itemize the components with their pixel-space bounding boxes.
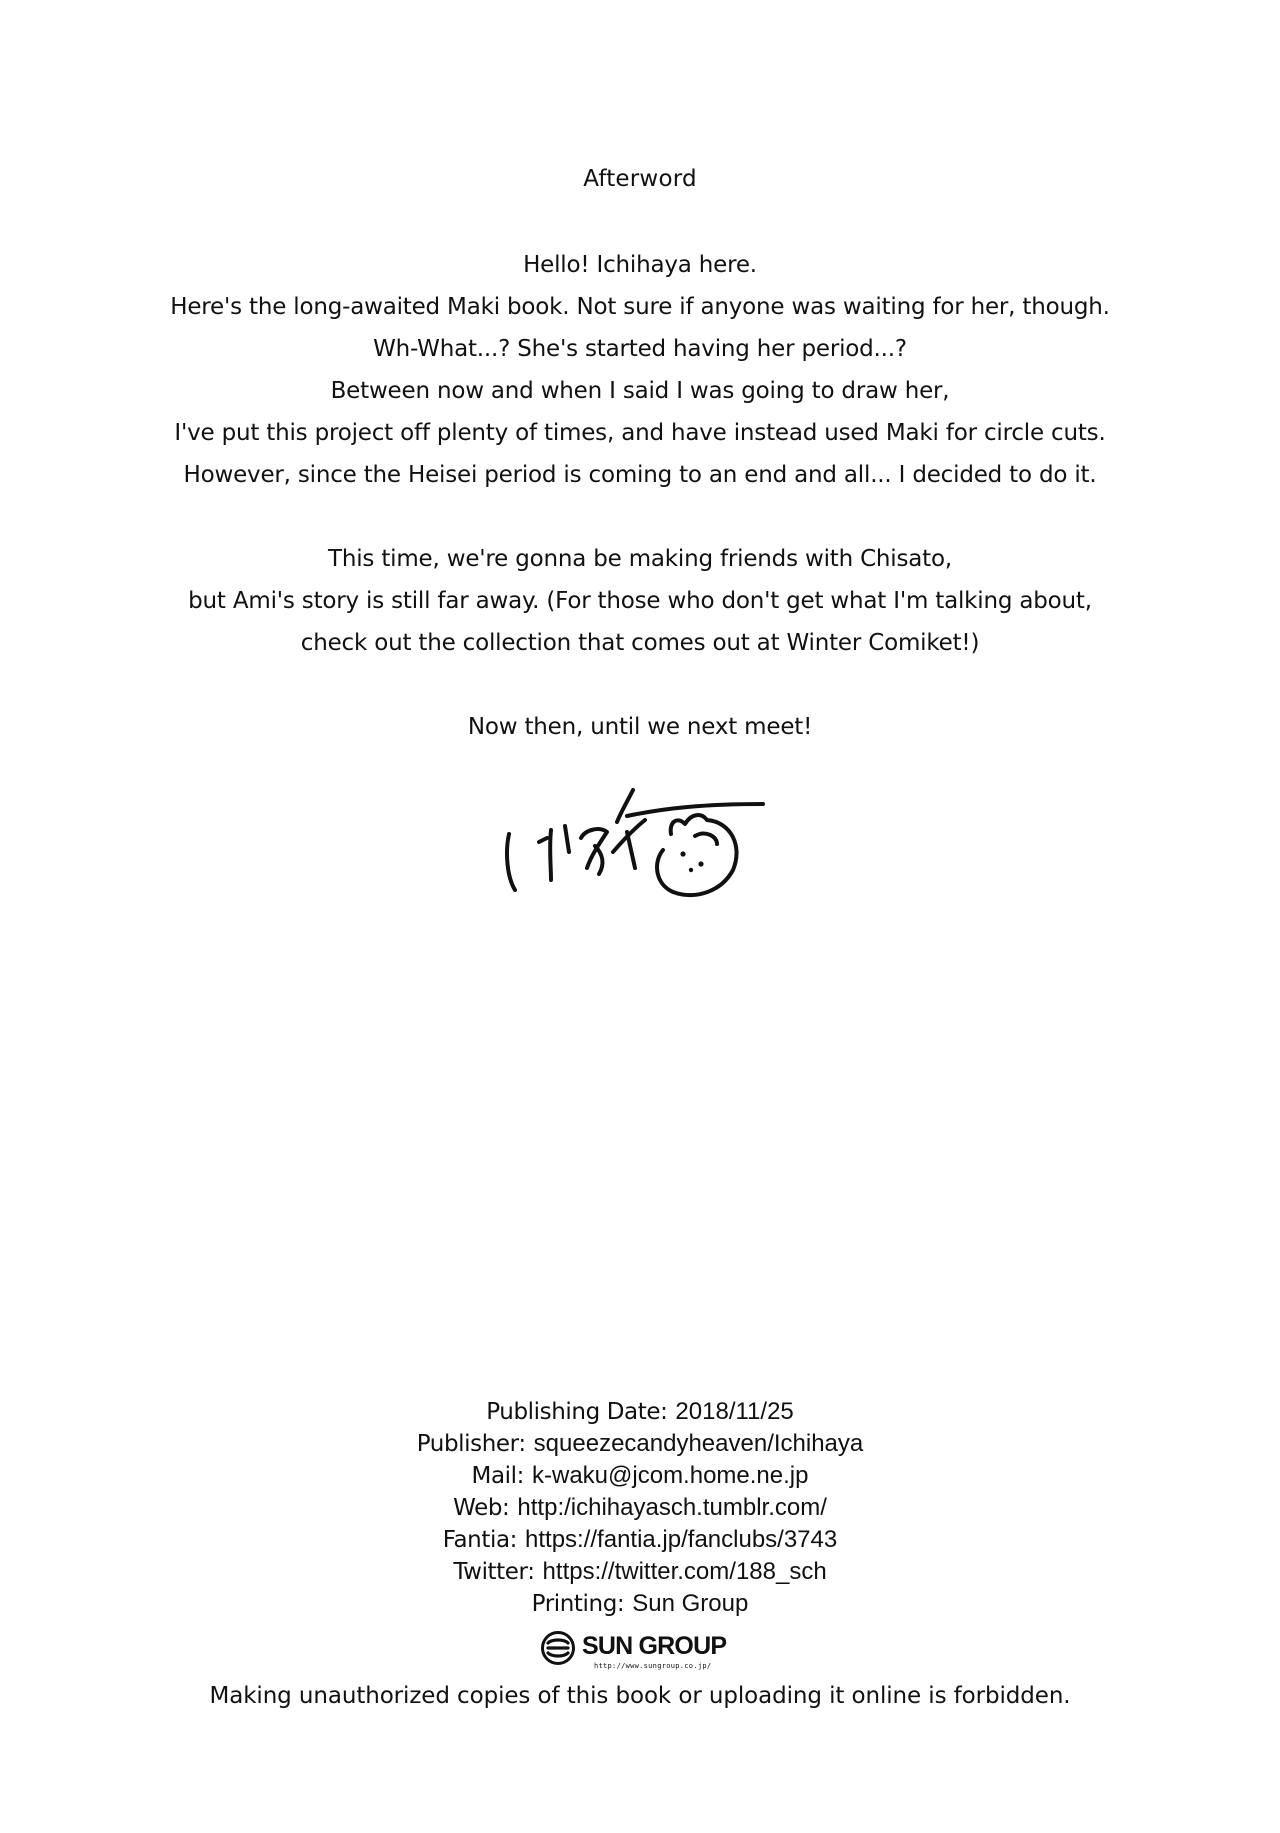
- paragraph-line: Between now and when I said I was going to draw her,: [330, 378, 950, 404]
- colophon-mail: [0, 1460, 1280, 1492]
- paragraph-line: However, since the Heisei period is coming to an end and all... I decided to do it.: [183, 462, 1097, 488]
- paragraph-line: Here's the long-awaited Maki book. Not sure if anyone was waiting for her, though.: [170, 294, 1110, 320]
- colophon-label: Publisher:: [416, 1431, 526, 1457]
- copyright-notice: Making unauthorized copies of this book or uploading it online is forbidden.: [209, 1683, 1071, 1709]
- logo-url: http://www.sungroup.co.jp/: [594, 1662, 712, 1670]
- colophon-value: squeezecandyheaven/Ichihaya: [533, 1430, 864, 1457]
- colophon-label: Twitter:: [453, 1559, 535, 1585]
- signature-icon: [495, 782, 775, 912]
- sun-group-logo: [540, 1628, 740, 1676]
- colophon-web: [0, 1492, 1280, 1524]
- colophon-label: Publishing Date:: [486, 1399, 668, 1425]
- paragraph-line: check out the collection that comes out at Winter Comiket!): [300, 630, 980, 656]
- colophon-printing: [0, 1588, 1280, 1620]
- paragraph-line: Wh-What...? She's started having her period...?: [373, 336, 907, 362]
- colophon-value: https://fantia.jp/fanclubs/3743: [525, 1526, 838, 1553]
- colophon-twitter: [0, 1556, 1280, 1588]
- colophon-value: Sun Group: [632, 1590, 749, 1617]
- paragraph-line: Hello! Ichihaya here.: [523, 252, 757, 278]
- colophon: [0, 1396, 1280, 1620]
- colophon-value: https://twitter.com/188_sch: [542, 1558, 827, 1585]
- colophon-label: Web:: [453, 1495, 510, 1521]
- afterword-paragraph-3: [0, 706, 1280, 748]
- colophon-label: Fantia:: [442, 1527, 518, 1553]
- logo-wordmark: SUN GROUP: [582, 1632, 727, 1660]
- colophon-fantia: [0, 1524, 1280, 1556]
- colophon-publisher: [0, 1428, 1280, 1460]
- colophon-value: http:/ichihayasch.tumblr.com/: [517, 1494, 827, 1521]
- colophon-label: Printing:: [531, 1591, 625, 1617]
- afterword-paragraph-2: [0, 538, 1280, 664]
- sun-group-logo-icon: [540, 1630, 576, 1666]
- colophon-label: Mail:: [471, 1463, 524, 1489]
- paragraph-line: I've put this project off plenty of times, and have instead used Maki for circle cuts.: [174, 420, 1106, 446]
- paragraph-line: Now then, until we next meet!: [467, 714, 813, 740]
- page-title: Afterword: [583, 166, 697, 192]
- afterword-paragraph-1: [0, 244, 1280, 496]
- paragraph-line: but Ami's story is still far away. (For those who don't get what I'm talking about,: [188, 588, 1092, 614]
- paragraph-line: This time, we're gonna be making friends with Chisato,: [328, 546, 952, 572]
- colophon-value: 2018/11/25: [675, 1398, 794, 1425]
- colophon-publishing-date: [0, 1396, 1280, 1428]
- colophon-value: k-waku@jcom.home.ne.jp: [532, 1462, 809, 1489]
